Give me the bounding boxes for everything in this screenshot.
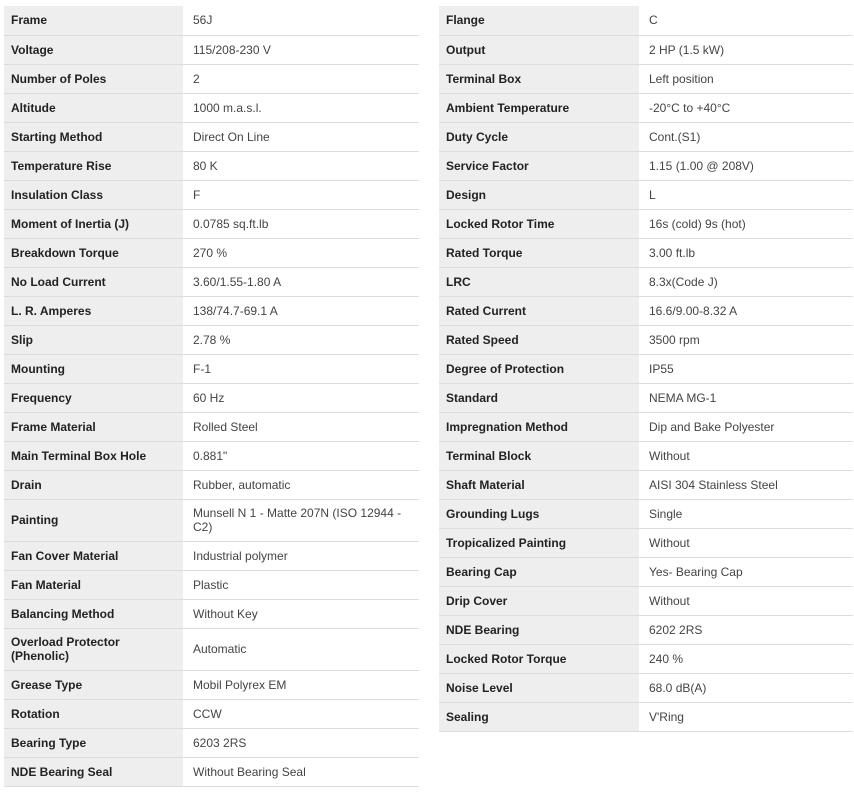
spec-value: Yes- Bearing Cap — [639, 557, 853, 586]
spec-value: 6203 2RS — [183, 728, 419, 757]
spec-value: 16s (cold) 9s (hot) — [639, 209, 853, 238]
spec-value: 2 HP (1.5 kW) — [639, 35, 853, 64]
spec-value: AISI 304 Stainless Steel — [639, 470, 853, 499]
spec-row-fan-material — [4, 570, 419, 599]
spec-label: Frame — [4, 6, 183, 35]
spec-label: Locked Rotor Time — [439, 209, 639, 238]
spec-row-shaft-material — [439, 470, 853, 499]
spec-value: 138/74.7-69.1 A — [183, 296, 419, 325]
spec-row-rated-speed — [439, 325, 853, 354]
spec-row-frame — [4, 6, 419, 35]
spec-value: Left position — [639, 64, 853, 93]
spec-label: Rotation — [4, 699, 183, 728]
spec-row-degree-of-protection — [439, 354, 853, 383]
spec-label: Painting — [4, 499, 183, 541]
spec-label: Service Factor — [439, 151, 639, 180]
spec-value: 270 % — [183, 238, 419, 267]
spec-value: 3.00 ft.lb — [639, 238, 853, 267]
spec-row-ambient-temperature — [439, 93, 853, 122]
spec-label: NDE Bearing Seal — [4, 757, 183, 786]
spec-value: Without Bearing Seal — [183, 757, 419, 786]
spec-row-rotation — [4, 699, 419, 728]
spec-value: 3.60/1.55-1.80 A — [183, 267, 419, 296]
spec-row-breakdown-torque — [4, 238, 419, 267]
spec-label: Bearing Type — [4, 728, 183, 757]
spec-row-main-terminal-box-hole — [4, 441, 419, 470]
spec-row-terminal-box — [439, 64, 853, 93]
spec-row-overload-protector — [4, 628, 419, 670]
spec-row-impregnation-method — [439, 412, 853, 441]
spec-row-output — [439, 35, 853, 64]
spec-row-nde-bearing-seal — [4, 757, 419, 786]
spec-label: Terminal Box — [439, 64, 639, 93]
spec-label: Fan Cover Material — [4, 541, 183, 570]
spec-label: Duty Cycle — [439, 122, 639, 151]
spec-label: Rated Current — [439, 296, 639, 325]
spec-row-starting-method — [4, 122, 419, 151]
spec-row-moment-of-inertia — [4, 209, 419, 238]
spec-row-number-of-poles — [4, 64, 419, 93]
spec-value: F — [183, 180, 419, 209]
spec-label: Overload Protector (Phenolic) — [4, 628, 183, 670]
spec-label: Slip — [4, 325, 183, 354]
spec-value: CCW — [183, 699, 419, 728]
spec-label: Balancing Method — [4, 599, 183, 628]
spec-row-no-load-current — [4, 267, 419, 296]
spec-value: 115/208-230 V — [183, 35, 419, 64]
spec-value: 68.0 dB(A) — [639, 673, 853, 702]
spec-value: Cont.(S1) — [639, 122, 853, 151]
spec-label: Insulation Class — [4, 180, 183, 209]
spec-label: Fan Material — [4, 570, 183, 599]
spec-row-drain — [4, 470, 419, 499]
spec-row-locked-rotor-time — [439, 209, 853, 238]
spec-label: Terminal Block — [439, 441, 639, 470]
spec-label: Locked Rotor Torque — [439, 644, 639, 673]
spec-label: Bearing Cap — [439, 557, 639, 586]
spec-table-left — [4, 6, 419, 787]
spec-row-altitude — [4, 93, 419, 122]
spec-label: Drip Cover — [439, 586, 639, 615]
spec-row-noise-level — [439, 673, 853, 702]
spec-value: 2 — [183, 64, 419, 93]
spec-row-tropicalized-painting — [439, 528, 853, 557]
spec-label: Mounting — [4, 354, 183, 383]
spec-value: Plastic — [183, 570, 419, 599]
spec-row-locked-rotor-torque — [439, 644, 853, 673]
spec-value: NEMA MG-1 — [639, 383, 853, 412]
spec-value: L — [639, 180, 853, 209]
spec-label: Shaft Material — [439, 470, 639, 499]
spec-label: Flange — [439, 6, 639, 35]
spec-value: Without — [639, 586, 853, 615]
spec-value: Without — [639, 528, 853, 557]
spec-label: LRC — [439, 267, 639, 296]
spec-value: 0.881" — [183, 441, 419, 470]
spec-value: Industrial polymer — [183, 541, 419, 570]
spec-row-grounding-lugs — [439, 499, 853, 528]
spec-row-drip-cover — [439, 586, 853, 615]
spec-value: Without — [639, 441, 853, 470]
spec-row-service-factor — [439, 151, 853, 180]
spec-value: 80 K — [183, 151, 419, 180]
spec-label: Main Terminal Box Hole — [4, 441, 183, 470]
spec-label: Temperature Rise — [4, 151, 183, 180]
spec-value: Direct On Line — [183, 122, 419, 151]
spec-row-flange — [439, 6, 853, 35]
spec-row-nde-bearing — [439, 615, 853, 644]
spec-label: Grease Type — [4, 670, 183, 699]
spec-value: -20°C to +40°C — [639, 93, 853, 122]
spec-value: Rubber, automatic — [183, 470, 419, 499]
spec-row-fan-cover-material — [4, 541, 419, 570]
spec-label: Altitude — [4, 93, 183, 122]
spec-label: Impregnation Method — [439, 412, 639, 441]
spec-value: 1.15 (1.00 @ 208V) — [639, 151, 853, 180]
spec-row-sealing — [439, 702, 853, 731]
spec-row-standard — [439, 383, 853, 412]
spec-label: No Load Current — [4, 267, 183, 296]
spec-value: Munsell N 1 - Matte 207N (ISO 12944 - C2) — [183, 499, 419, 541]
spec-row-lrc — [439, 267, 853, 296]
spec-label: Output — [439, 35, 639, 64]
spec-label: Degree of Protection — [439, 354, 639, 383]
spec-row-grease-type — [4, 670, 419, 699]
spec-value: 56J — [183, 6, 419, 35]
spec-value: 8.3x(Code J) — [639, 267, 853, 296]
spec-value: Dip and Bake Polyester — [639, 412, 853, 441]
spec-row-temperature-rise — [4, 151, 419, 180]
spec-row-balancing-method — [4, 599, 419, 628]
spec-table-right — [439, 6, 853, 732]
spec-value: 16.6/9.00-8.32 A — [639, 296, 853, 325]
spec-label: Grounding Lugs — [439, 499, 639, 528]
spec-label: Noise Level — [439, 673, 639, 702]
spec-label: Moment of Inertia (J) — [4, 209, 183, 238]
spec-row-frame-material — [4, 412, 419, 441]
spec-label: Rated Torque — [439, 238, 639, 267]
spec-value: 60 Hz — [183, 383, 419, 412]
spec-value: Single — [639, 499, 853, 528]
spec-label: L. R. Amperes — [4, 296, 183, 325]
spec-label: NDE Bearing — [439, 615, 639, 644]
spec-value: 3500 rpm — [639, 325, 853, 354]
spec-row-duty-cycle — [439, 122, 853, 151]
spec-row-terminal-block — [439, 441, 853, 470]
spec-value: Rolled Steel — [183, 412, 419, 441]
spec-row-bearing-type — [4, 728, 419, 757]
spec-label: Voltage — [4, 35, 183, 64]
spec-value: F-1 — [183, 354, 419, 383]
spec-value: Mobil Polyrex EM — [183, 670, 419, 699]
spec-row-voltage — [4, 35, 419, 64]
spec-label: Frame Material — [4, 412, 183, 441]
spec-row-mounting — [4, 354, 419, 383]
spec-label: Starting Method — [4, 122, 183, 151]
spec-label: Design — [439, 180, 639, 209]
spec-row-slip — [4, 325, 419, 354]
spec-value: 2.78 % — [183, 325, 419, 354]
spec-row-lr-amperes — [4, 296, 419, 325]
spec-label: Number of Poles — [4, 64, 183, 93]
spec-label: Frequency — [4, 383, 183, 412]
spec-row-design — [439, 180, 853, 209]
spec-value: Without Key — [183, 599, 419, 628]
spec-value: 0.0785 sq.ft.lb — [183, 209, 419, 238]
spec-value: Automatic — [183, 628, 419, 670]
spec-label: Standard — [439, 383, 639, 412]
spec-row-rated-torque — [439, 238, 853, 267]
spec-row-insulation-class — [4, 180, 419, 209]
spec-value: V'Ring — [639, 702, 853, 731]
spec-label: Breakdown Torque — [4, 238, 183, 267]
spec-row-bearing-cap — [439, 557, 853, 586]
spec-label: Sealing — [439, 702, 639, 731]
spec-value: 1000 m.a.s.l. — [183, 93, 419, 122]
spec-value: IP55 — [639, 354, 853, 383]
spec-label: Drain — [4, 470, 183, 499]
spec-row-painting — [4, 499, 419, 541]
spec-label: Tropicalized Painting — [439, 528, 639, 557]
spec-row-frequency — [4, 383, 419, 412]
spec-row-rated-current — [439, 296, 853, 325]
spec-value: 240 % — [639, 644, 853, 673]
spec-label: Ambient Temperature — [439, 93, 639, 122]
spec-label: Rated Speed — [439, 325, 639, 354]
spec-value: 6202 2RS — [639, 615, 853, 644]
spec-value: C — [639, 6, 853, 35]
